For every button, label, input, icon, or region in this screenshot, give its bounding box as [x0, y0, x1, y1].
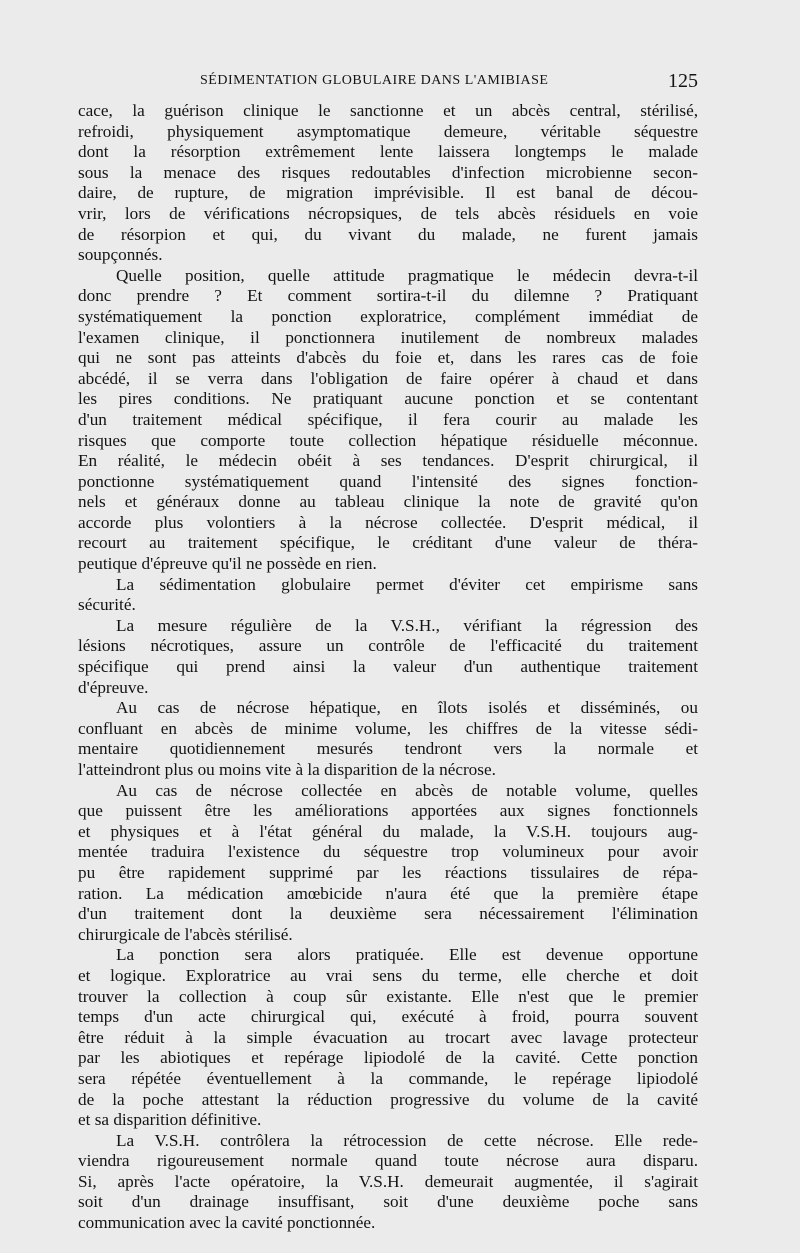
text-line: La mesure régulière de la V.S.H., vérifiant la régression des [116, 615, 698, 635]
text-line: et sa disparition définitive. [78, 1110, 262, 1130]
text-line: accorde plus volontiers à la nécrose collectée. D'esprit médical, il [78, 512, 698, 532]
text-line: Si, après l'acte opératoire, la V.S.H. demeurait augmentée, il s'agirait [78, 1171, 698, 1191]
text-line: dont la résorption extrêmement lente laissera longtemps le malade [78, 142, 698, 162]
text-line: nels et généraux donne au tableau clinique la note de gravité qu'on [78, 492, 698, 512]
text-line: refroidi, physiquement asymptomatique demeure, véritable séquestre [78, 121, 698, 141]
text-line: et logique. Exploratrice au vrai sens du terme, elle cherche et doit [78, 965, 698, 985]
text-line: peutique d'épreuve qu'il ne possède en rien. [78, 554, 377, 574]
text-line: être réduit à la simple évacuation au trocart avec lavage protecteur [78, 1027, 698, 1047]
text-line: l'atteindront plus ou moins vite à la disparition de la nécrose. [78, 760, 496, 779]
text-line: Au cas de nécrose collectée en abcès de notable volume, quelles [116, 780, 698, 800]
text-line: donc prendre ? Et comment sortira-t-il du dilemne ? Pratiquant [78, 286, 698, 306]
text-line: d'un traitement dont la deuxième sera nécessairement l'élimination [78, 904, 698, 924]
text-line: risques que comporte toute collection hépatique résiduelle méconnue. [78, 430, 698, 450]
text-line: de résorpion et qui, du vivant du malade, ne furent jamais [78, 224, 698, 244]
text-line: l'examen clinique, il ponctionnera inutilement de nombreux malades [78, 327, 698, 347]
running-header [78, 70, 698, 97]
text-line: de la poche attestant la réduction progressive du volume de la cavité [78, 1089, 698, 1109]
text-line: chirurgicale de l'abcès stérilisé. [78, 924, 293, 944]
text-line: En réalité, le médecin obéit à ses tendances. D'esprit chirurgical, il [78, 451, 698, 471]
text-line: temps d'un acte chirurgical qui, exécuté à froid, pourra souvent [78, 1007, 698, 1027]
text-line: Quelle position, quelle attitude pragmatique le médecin devra-t-il [116, 265, 698, 285]
text-line: ponctionne systématiquement quand l'intensité des signes fonction- [78, 471, 698, 491]
text-line: par les abiotiques et repérage lipiodolé de la cavité. Cette ponction [78, 1048, 698, 1068]
text-line: daire, de rupture, de migration imprévisible. Il est banal de décou- [78, 183, 698, 203]
text-line: vrir, lors de vérifications nécropsiques, de tels abcès résiduels en voie [78, 203, 698, 223]
page-number: 125 [668, 70, 698, 92]
text-line: La ponction sera alors pratiquée. Elle est devenue opportune [116, 945, 698, 965]
text-line: soit d'un drainage insuffisant, soit d'une deuxième poche sans [78, 1192, 698, 1212]
text-line: sous la menace des risques redoutables d'infection microbienne secon- [78, 162, 698, 182]
body-text [78, 101, 698, 1234]
text-line: sera répétée éventuellement à la commande, le repérage lipiodolé [78, 1068, 698, 1088]
text-line: Au cas de nécrose hépatique, en îlots isolés et disséminés, ou [116, 698, 698, 718]
text-line: sécurité. [78, 595, 136, 615]
text-line: d'un traitement médical spécifique, il fera courir au malade les [78, 409, 698, 429]
text-line: abcédé, il se verra dans l'obligation de faire opérer à chaud et dans [78, 368, 698, 388]
text-line: viendra rigoureusement normale quand toute nécrose aura disparu. [78, 1151, 698, 1171]
text-line: communication avec la cavité ponctionnée. [78, 1213, 376, 1233]
text-line: trouver la collection à coup sûr existante. Elle n'est que le premier [78, 986, 698, 1006]
running-title: SÉDIMENTATION GLOBULAIRE DANS L'AMIBIASE [200, 73, 549, 88]
text-line: que puissent être les améliorations apportées aux signes fonctionnels [78, 801, 698, 821]
text-line: confluant en abcès de minime volume, les chiffres de la vitesse sédi- [78, 718, 698, 738]
text-line: recourt au traitement spécifique, le créditant d'une valeur de théra- [78, 533, 698, 553]
text-line: pu être rapidement supprimé par les réactions tissulaires de répa- [78, 862, 698, 882]
text-line: spécifique qui prend ainsi la valeur d'un authentique traitement [78, 657, 698, 677]
text-line: La sédimentation globulaire permet d'éviter cet empirisme sans [116, 574, 698, 594]
text-line: mentée traduira l'existence du séquestre trop volumineux pour avoir [78, 842, 698, 862]
text-line: et physiques et à l'état général du malade, la V.S.H. toujours aug- [78, 821, 698, 841]
text-line: soupçonnés. [78, 245, 163, 265]
text-line: systématiquement la ponction exploratrice, complément immédiat de [78, 306, 698, 326]
text-line: La V.S.H. contrôlera la rétrocession de cette nécrose. Elle rede- [116, 1130, 698, 1150]
text-line: ration. La médication amœbicide n'aura été que la première étape [78, 883, 698, 903]
text-line: les pires conditions. Ne pratiquant aucune ponction et se contentant [78, 389, 698, 409]
text-line: mentaire quotidiennement mesurés tendront vers la normale et [78, 739, 698, 759]
text-line: lésions nécrotiques, assure un contrôle de l'efficacité du traitement [78, 636, 698, 656]
text-line: cace, la guérison clinique le sanctionne et un abcès central, stérilisé, [78, 101, 698, 120]
text-line: d'épreuve. [78, 677, 149, 697]
text-line: qui ne sont pas atteints d'abcès du foie et, dans les rares cas de foie [78, 348, 698, 368]
